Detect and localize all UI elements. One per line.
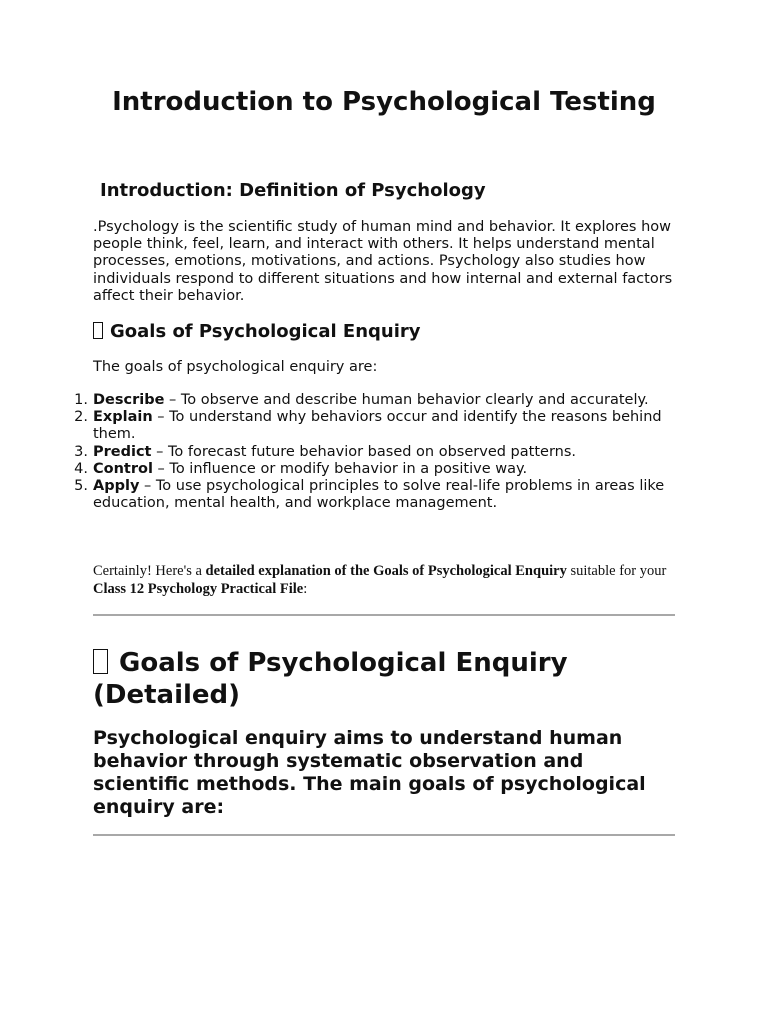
intro-note — [93, 563, 683, 598]
list-item — [74, 460, 678, 478]
note-bold-text: detailed explanation of the Goals of Psychological Enquiry — [205, 563, 567, 579]
list-item-term: Describe — [93, 392, 165, 408]
note-text: : — [303, 580, 308, 597]
note-text: Certainly! Here's a — [93, 563, 206, 579]
list-item-number: 5. — [74, 478, 88, 495]
list-item-term: Explain — [93, 409, 153, 426]
list-item-number: 4. — [74, 460, 88, 477]
list-item — [74, 443, 678, 461]
detailed-heading-text: Goals of Psychological Enquiry (Detailed) — [93, 648, 568, 710]
list-item-term: Predict — [93, 443, 152, 460]
goals-intro: The goals of psychological enquiry are: — [93, 359, 378, 375]
list-item-term: Control — [93, 460, 153, 477]
missing-glyph-icon — [93, 322, 103, 339]
intro-paragraph: .Psychology is the scientific study of human mind and behavior. It explores how people think, feel, learn, and interact with others. It helps understand mental processes, emotions, motivations, and actions. Psychology also studies how individuals respond to different situations and how internal and external factors affect their behavior. — [93, 219, 673, 304]
note-text: suitable for your — [566, 563, 667, 579]
goals-heading-text: Goals of Psychological Enquiry — [110, 321, 421, 342]
intro-heading: Introduction: Definition of Psychology — [100, 180, 486, 201]
goals-list — [74, 392, 678, 512]
list-item — [74, 409, 678, 443]
list-item-text: – To understand why behaviors occur and identify the reasons behind them. — [93, 409, 662, 443]
missing-glyph-icon — [93, 649, 108, 674]
horizontal-divider — [93, 614, 675, 616]
list-item — [74, 392, 678, 409]
list-item-number: 3. — [74, 443, 88, 460]
list-item-number: 1. — [74, 392, 88, 408]
detailed-heading — [93, 647, 675, 711]
detailed-lead: Psychological enquiry aims to understand human behavior through systematic observation and scientific methods. The main goals of psychological enquiry are: — [93, 727, 646, 818]
list-item-number: 2. — [74, 409, 88, 426]
goals-heading — [93, 321, 421, 343]
document-title: Introduction to Psychological Testing — [112, 87, 656, 117]
list-item-text: – To forecast future behavior based on observed patterns. — [151, 443, 577, 460]
note-bold-text: Class 12 Psychology Practical File — [93, 580, 304, 597]
list-item-text: – To use psychological principles to solve real-life problems in areas like education, mental health, and workplace management. — [93, 478, 665, 512]
list-item-term: Apply — [93, 478, 140, 495]
horizontal-divider — [93, 834, 675, 836]
list-item-text: – To influence or modify behavior in a positive way. — [152, 460, 528, 477]
list-item — [74, 478, 678, 512]
list-item-text: – To observe and describe human behavior clearly and accurately. — [164, 392, 649, 408]
